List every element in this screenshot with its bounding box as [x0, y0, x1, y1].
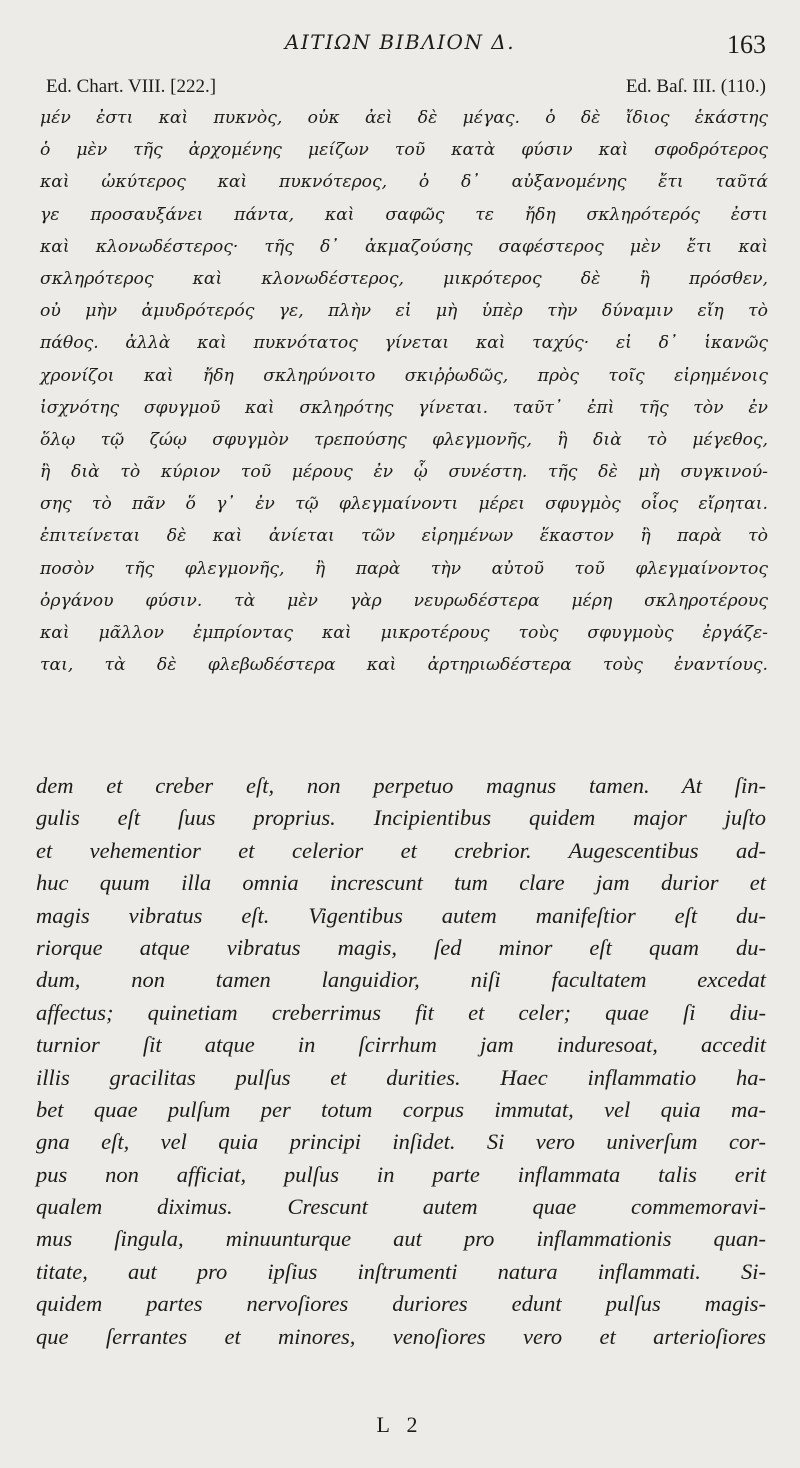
greek-line: ἐπιτείνεται δὲ καὶ ἀνίεται τῶν εἰρημένων ἕκαστον ἢ παρὰ τὸ [40, 526, 768, 547]
greek-line: ὅλῳ τῷ ζώῳ σφυγμὸν τρεπούσης φλεγμονῆς, ἢ διὰ τὸ μέγεθος, [40, 429, 768, 450]
greek-line: καὶ κλονωδέστερος· τῆς δ᾽ ἀκμαζούσης σαφέστερος μὲν ἔτι καὶ [40, 236, 768, 257]
latin-line: titate, aut pro ipſius inſtrumenti natura inflammati. Si- [36, 1258, 766, 1284]
latin-line: et vehementior et celerior et crebrior. Augescentibus ad- [36, 837, 766, 863]
latin-line: qualem diximus. Crescunt autem quae commemoravi- [36, 1194, 766, 1220]
latin-line: pus non afficiat, pulſus in parte inflammata talis erit [36, 1161, 766, 1187]
greek-text-block [40, 102, 768, 681]
greek-line: ται, τὰ δὲ φλεβωδέστερα καὶ ἀρτηριωδέστερα τοὺς ἐναντίους. [40, 655, 768, 676]
greek-line: χρονίζοι καὶ ἤδη σκληρύνοιτο σκιῤῥωδῶς, πρὸς τοῖς εἰρημένοις [40, 365, 768, 386]
edition-chart-reference: Ed. Chart. VIII. [222.] [46, 76, 217, 97]
greek-line: καὶ μᾶλλον ἐμπρίοντας καὶ μικροτέρους τοὺς σφυγμοὺς ἐργάζε- [40, 623, 768, 643]
running-title: ΑΙΤΙΩΝ ΒΙΒΛΙΟΝ Δ. [284, 30, 516, 54]
greek-line: ἰσχνότης σφυγμοῦ καὶ σκληρότης γίνεται. ταῦτ᾽ ἐπὶ τῆς τὸν ἐν [40, 397, 768, 418]
greek-line: ποσὸν τῆς φλεγμονῆς, ἢ παρὰ τὴν αὐτοῦ τοῦ φλεγμαίνοντος [40, 558, 768, 579]
greek-line: οὐ μὴν ἀμυδρότερός γε, πλὴν εἰ μὴ ὑπὲρ τὴν δύναμιν εἴη τὸ [40, 301, 768, 322]
greek-line: σης τὸ πᾶν ὅ γ᾽ ἐν τῷ φλεγμαίνοντι μέρει σφυγμὸς οἷος εἴρηται. [40, 494, 768, 515]
signature-mark: L 2 [376, 1412, 424, 1437]
latin-line: dum, non tamen languidior, niſi facultatem excedat [36, 967, 766, 993]
latin-line: turnior ſit atque in ſcirrhum jam induresoat, accedit [36, 1032, 766, 1058]
greek-line: γε προσαυξάνει πάντα, καὶ σαφῶς τε ἤδη σκληρότερός ἐστι [40, 204, 768, 225]
latin-line: dem et creber eſt, non perpetuo magnus tamen. At ſin- [36, 773, 766, 798]
latin-line: huc quum illa omnia increscunt tum clare jam durior et [36, 870, 766, 896]
running-head [0, 30, 800, 64]
latin-line: affectus; quinetiam creberrimus fit et celer; quae ſi diu- [36, 999, 766, 1025]
greek-line: ὀργάνου φύσιν. τὰ μὲν γὰρ νευρωδέστερα μέρη σκληροτέρους [40, 590, 768, 611]
latin-line: bet quae pulſum per totum corpus immutat, vel quia ma- [36, 1096, 766, 1122]
latin-line: illis gracilitas pulſus et durities. Haec inflammatio ha- [36, 1064, 766, 1090]
edition-basel-reference: Ed. Baſ. III. (110.) [625, 76, 766, 97]
greek-line: ὁ μὲν τῆς ἀρχομένης μείζων τοῦ κατὰ φύσιν καὶ σφοδρότερος [40, 140, 768, 161]
latin-line: gna eſt, vel quia principi inſidet. Si vero univerſum cor- [36, 1129, 766, 1155]
greek-line: μέν ἐστι καὶ πυκνὸς, οὐκ ἀεὶ δὲ μέγας. ὁ δὲ ἴδιος ἑκάστης [40, 108, 768, 128]
latin-text-block [36, 770, 766, 1353]
page-number: 163 [727, 30, 766, 59]
greek-line: ἢ διὰ τὸ κύριον τοῦ μέρους ἐν ᾧ συνέστη. τῆς δὲ μὴ συγκινού- [40, 462, 768, 483]
edition-line [46, 76, 766, 102]
latin-line: gulis eſt ſuus proprius. Incipientibus quidem major juſto [36, 805, 766, 831]
latin-line: quidem partes nervoſiores duriores edunt pulſus magis- [36, 1291, 766, 1317]
latin-line: mus ſingula, minuunturque aut pro inflammationis quan- [36, 1226, 766, 1252]
latin-line: riorque atque vibratus magis, ſed minor eſt quam du- [36, 934, 766, 960]
greek-line: καὶ ὠκύτερος καὶ πυκνότερος, ὁ δ᾽ αὐξανομένης ἔτι ταῦτά [40, 172, 768, 193]
latin-line: que ſerrantes et minores, venoſiores vero et arterioſiores [36, 1323, 766, 1349]
greek-line: πάθος. ἀλλὰ καὶ πυκνότατος γίνεται καὶ ταχύς· εἰ δ᾽ ἱκανῶς [40, 333, 768, 354]
latin-line: magis vibratus eſt. Vigentibus autem manifeſtior eſt du- [36, 902, 766, 928]
greek-line: σκληρότερος καὶ κλονωδέστερος, μικρότερος δὲ ἢ πρόσθεν, [40, 268, 768, 289]
